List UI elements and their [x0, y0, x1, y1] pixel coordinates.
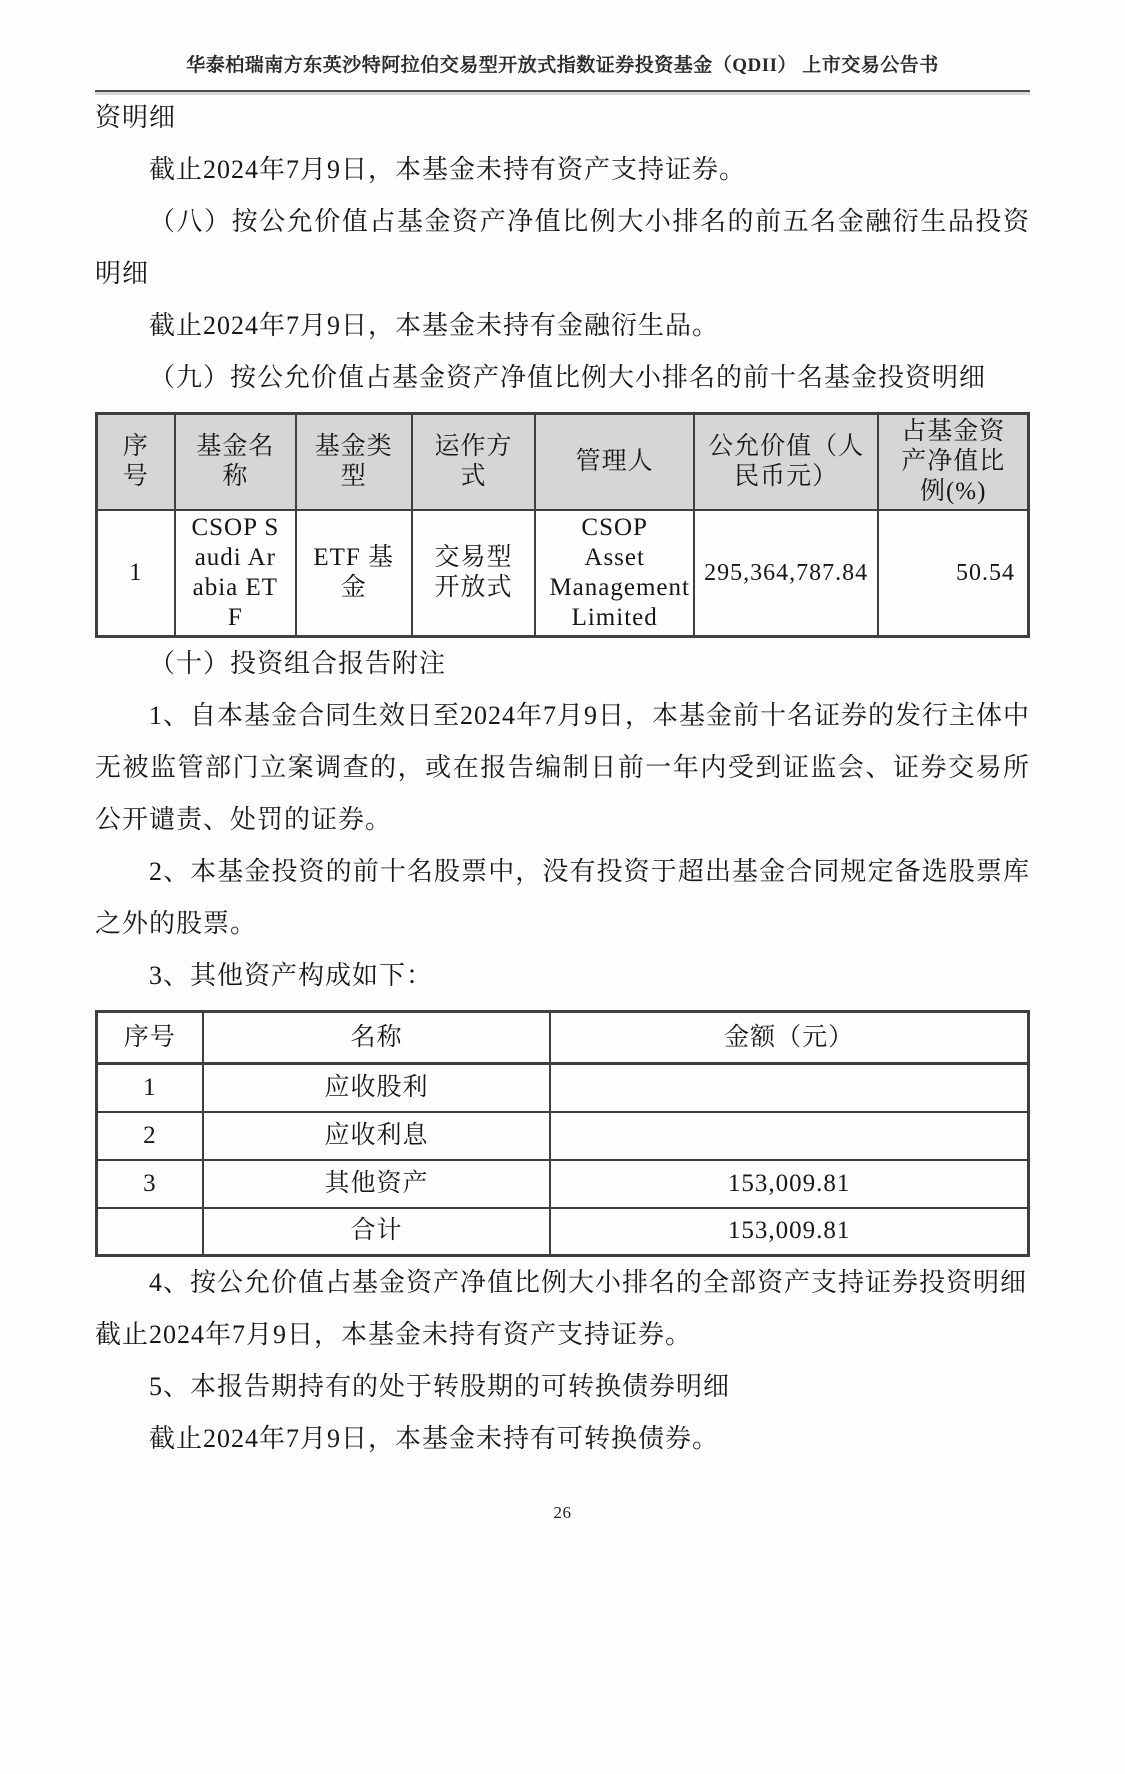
cell-index: 1	[97, 1064, 203, 1112]
cell-name: 应收利息	[203, 1112, 551, 1160]
doc-title: 华泰柏瑞南方东英沙特阿拉伯交易型开放式指数证券投资基金（QDII） 上市交易公告书	[186, 55, 939, 76]
cell-amount: 153,009.81	[550, 1208, 1028, 1256]
assets-table-row	[97, 1064, 1029, 1112]
note5-paragraph: 5、本报告期持有的处于转股期的可转换债券明细	[149, 1372, 731, 1401]
cell-fair-value: 295,364,787.84	[694, 510, 879, 637]
column-header-fair-value: 公允价值（人民币元）	[694, 414, 879, 511]
cell-fund-name: CSOP Saudi Arabia ETF	[175, 510, 296, 637]
column-header-fund-name: 基金名称	[175, 414, 296, 511]
other-assets-table	[95, 1010, 1030, 1257]
column-header-operation-mode: 运作方式	[412, 414, 536, 511]
cell-fund-type: ETF 基金	[296, 510, 412, 637]
section8-heading: （八）按公允价值占基金资产净值比例大小排名的前五名金融衍生品投资明细	[95, 207, 1030, 288]
page-number: 26	[553, 1503, 572, 1522]
paragraph-carryover: 资明细	[95, 103, 177, 132]
note2-paragraph: 2、本基金投资的前十名股票中，没有投资于超出基金合同规定备选股票库之外的股票。	[95, 857, 1030, 938]
cell-name: 其他资产	[203, 1160, 551, 1208]
fund-table-header-row	[97, 414, 1029, 511]
section10-heading: （十）投资组合报告附注	[149, 649, 447, 678]
note3-paragraph: 3、其他资产构成如下：	[149, 961, 434, 990]
cell-amount	[550, 1064, 1028, 1112]
column-header-nav-ratio: 占基金资产净值比例(%)	[878, 414, 1028, 511]
cell-name: 合计	[203, 1208, 551, 1256]
note4-paragraph: 4、按公允价值占基金资产净值比例大小排名的全部资产支持证券投资明细	[149, 1268, 1028, 1297]
paragraph-asset-backed-note: 截止2024年7月9日，本基金未持有资产支持证券。	[149, 155, 747, 184]
assets-table-header-row	[97, 1012, 1029, 1064]
note1-paragraph: 1、自本基金合同生效日至2024年7月9日，本基金前十名证券的发行主体中无被监管部门立案调查的，或在报告编制日前一年内受到证监会、证券交易所公开谴责、处罚的证券。	[95, 701, 1031, 834]
note4-note-paragraph: 截止2024年7月9日，本基金未持有资产支持证券。	[95, 1320, 693, 1349]
column-header-name: 名称	[203, 1012, 551, 1064]
cell-operation-mode: 交易型开放式	[412, 510, 536, 637]
fund-holdings-table	[95, 412, 1030, 638]
column-header-index: 序号	[97, 1012, 203, 1064]
cell-name: 应收股利	[203, 1064, 551, 1112]
assets-table-total-row	[97, 1208, 1029, 1256]
section8-note: 截止2024年7月9日，本基金未持有金融衍生品。	[149, 311, 720, 340]
cell-amount: 153,009.81	[550, 1160, 1028, 1208]
cell-amount	[550, 1112, 1028, 1160]
column-header-manager: 管理人	[535, 414, 693, 511]
doc-header	[95, 0, 1030, 92]
assets-table-row	[97, 1112, 1029, 1160]
assets-table-row	[97, 1160, 1029, 1208]
column-header-index: 序号	[97, 414, 175, 511]
doc-content	[95, 92, 1030, 1465]
column-header-fund-type: 基金类型	[296, 414, 412, 511]
column-header-amount: 金额（元）	[550, 1012, 1028, 1064]
cell-index: 1	[97, 510, 175, 637]
cell-index: 2	[97, 1112, 203, 1160]
fund-table-row	[97, 510, 1029, 637]
cell-nav-ratio: 50.54	[878, 510, 1028, 637]
cell-index	[97, 1208, 203, 1256]
section9-heading: （九）按公允价值占基金资产净值比例大小排名的前十名基金投资明细	[149, 363, 987, 392]
note5-note-paragraph: 截止2024年7月9日，本基金未持有可转换债券。	[149, 1424, 720, 1453]
cell-manager: CSOP Asset Management Limited	[535, 510, 693, 637]
cell-index: 3	[97, 1160, 203, 1208]
